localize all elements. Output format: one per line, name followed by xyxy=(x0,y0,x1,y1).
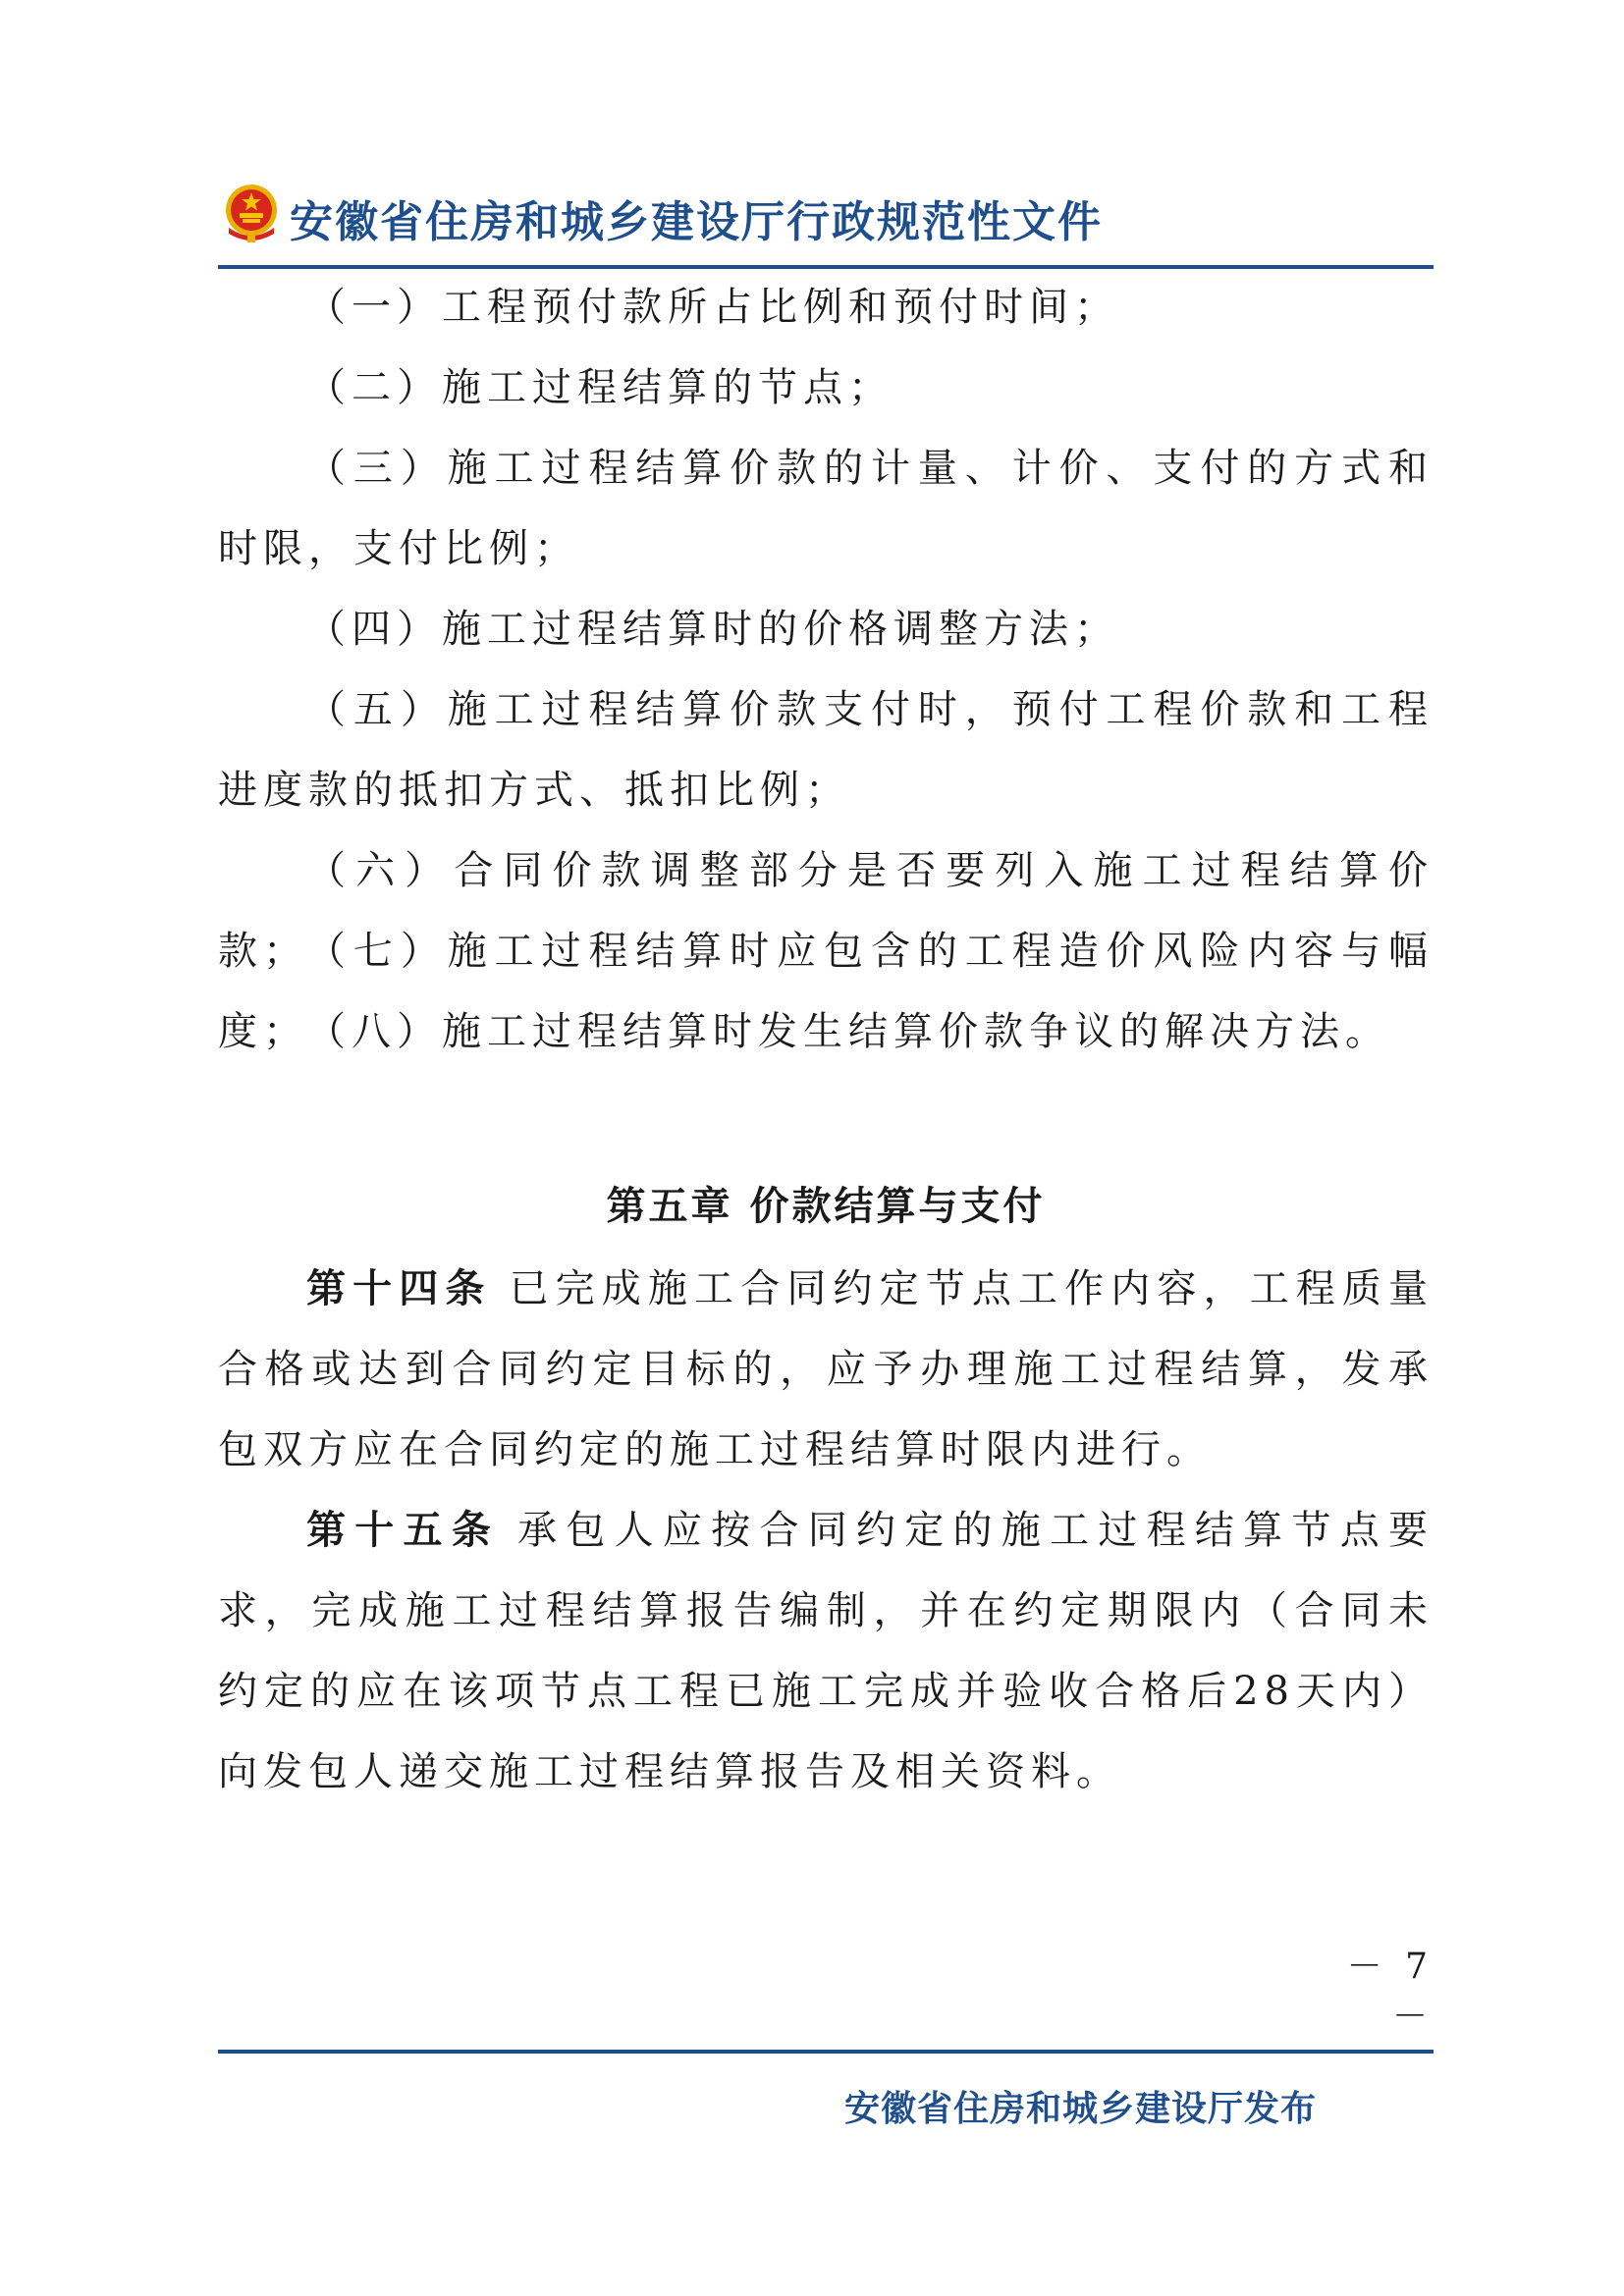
clause-item-2: （二）施工过程结算的节点； xyxy=(306,365,893,410)
chapter-title: 第五章 价款结算与支付 xyxy=(606,1184,1046,1229)
article-label: 第十四条 xyxy=(306,1266,492,1311)
clause-item-6: （六）合同价款调整部分是否要列入施工过程结算价款； xyxy=(218,848,1434,974)
article-paragraph xyxy=(218,1490,1434,1812)
header-title: 安徽省住房和城乡建设厅行政规范性文件 xyxy=(290,197,1103,247)
clause-item-7: （七）施工过程结算时应包含的工程造价风险内容与幅度； xyxy=(218,929,1434,1054)
article-15 xyxy=(218,1490,1434,1812)
clause-item-8: （八）施工过程结算时发生结算价款争议的解决方法。 xyxy=(306,1009,1390,1054)
national-emblem-icon xyxy=(223,183,280,243)
footer-rule xyxy=(218,2050,1434,2054)
article-paragraph xyxy=(218,1249,1434,1490)
article-text: 已完成施工合同约定节点工作内容，工程质量合格或达到合同约定目标的，应予办理施工过程结算，发承包双方应在合同约定的施工过程结算时限内进行。 xyxy=(218,1266,1435,1472)
clause-item-1: （一）工程预付款所占比例和预付时间； xyxy=(306,285,1119,330)
article-14 xyxy=(218,1249,1434,1490)
page-number: － 7 － xyxy=(1346,1947,1434,2037)
footer-publisher: 安徽省住房和城乡建设厅发布 xyxy=(844,2089,1318,2129)
document-header xyxy=(221,175,1434,263)
article-text: 承包人应按合同约定的施工过程结算节点要求，完成施工过程结算报告编制，并在约定期限内（合同未约定的应在该项节点工程已施工完成并验收合格后28天内）向发包人递交施工过程结算报告及相关资料。 xyxy=(218,1508,1435,1794)
article-label: 第十五条 xyxy=(306,1508,501,1553)
clause-item-4: （四）施工过程结算时的价格调整方法； xyxy=(306,607,1119,652)
clause-item-3: （三）施工过程结算价款的计量、计价、支付的方式和时限，支付比例； xyxy=(218,446,1434,571)
clause-item-5: （五）施工过程结算价款支付时，预付工程价款和工程进度款的抵扣方式、抵扣比例； xyxy=(218,687,1434,813)
